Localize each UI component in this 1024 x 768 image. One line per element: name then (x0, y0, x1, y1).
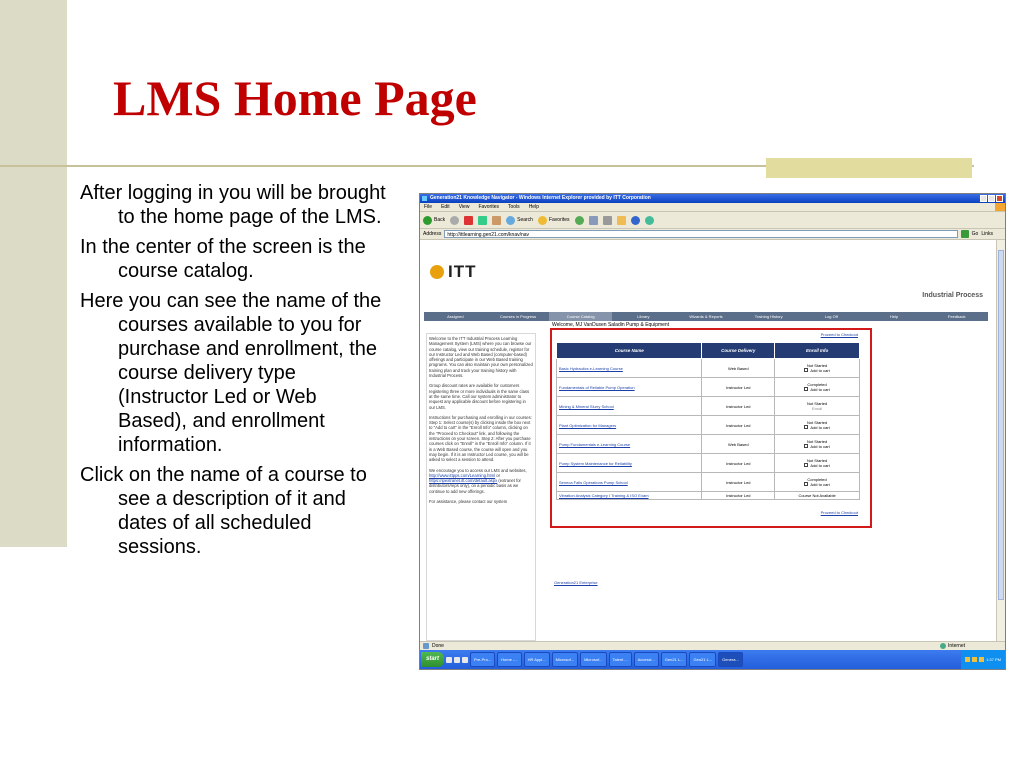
go-button[interactable]: Go (971, 231, 979, 237)
browser-screenshot (419, 193, 1006, 670)
itt-logo (430, 262, 477, 282)
table-row (557, 473, 860, 492)
add-to-cart-checkbox[interactable] (804, 425, 808, 429)
folder-button[interactable] (617, 216, 626, 225)
bullet: In the center of the screen is the course catalog. (80, 236, 366, 282)
menu-help[interactable]: Help (528, 204, 539, 210)
table-row (557, 378, 860, 397)
start-button[interactable]: start (421, 652, 444, 667)
nav-assigned[interactable]: Assigned (447, 314, 464, 319)
add-to-cart-checkbox[interactable] (804, 387, 808, 391)
itt-engineered-blocks-icon (430, 265, 444, 279)
search-button[interactable] (506, 216, 533, 225)
zone-indicator (940, 643, 965, 649)
course-link[interactable]: Pump System Maintenance for Reliability (557, 454, 702, 473)
home-icon (492, 216, 501, 225)
bluetooth-button[interactable] (631, 216, 640, 225)
nav-course-catalog[interactable]: Course Catalog (549, 312, 612, 321)
nav-log-off[interactable]: Log Off (824, 314, 838, 319)
nav-feedback[interactable]: Feedback (947, 314, 966, 319)
tray-icon[interactable] (965, 657, 970, 662)
search-icon (506, 216, 515, 225)
slide-left-accent-bar (0, 0, 67, 547)
taskbar-item[interactable]: Microsof... (552, 652, 578, 667)
favorites-label: Favorites (548, 217, 570, 223)
course-link[interactable]: Vibration Analysis Category I Training & ISO Exam (557, 492, 702, 500)
scrollbar-thumb[interactable] (998, 250, 1004, 600)
messenger-icon (645, 216, 654, 225)
forward-button[interactable] (450, 216, 459, 225)
back-button[interactable] (423, 216, 445, 225)
course-link[interactable]: Plant Optimization for Managers (557, 416, 702, 435)
add-to-cart-label: Add to cart (810, 424, 830, 430)
search-label: Search (517, 217, 533, 223)
browser-toolbar (420, 212, 1005, 229)
course-delivery: Instructor Led (702, 473, 775, 492)
taskbar-item[interactable]: Pre-Pro... (470, 652, 495, 667)
stop-icon (464, 216, 473, 225)
tray-icon[interactable] (979, 657, 984, 662)
add-to-cart[interactable] (804, 368, 829, 373)
window-controls (980, 195, 1003, 202)
quick-launch-icon[interactable] (462, 657, 468, 663)
extranet-link[interactable]: https://ipextranet.itt.com/default.aspx (429, 478, 498, 484)
bluetooth-icon (631, 216, 640, 225)
intro-text: We encourage you to access our LMS and websites, (429, 467, 527, 473)
minimize-icon[interactable] (980, 195, 987, 202)
taskbar-item[interactable]: Gen21 L... (661, 652, 688, 667)
add-to-cart-checkbox[interactable] (804, 444, 808, 448)
course-delivery: Instructor Led (702, 416, 775, 435)
enroll-status: Not Started (806, 419, 828, 425)
enroll-info (775, 416, 860, 435)
quick-launch-icon[interactable] (446, 657, 452, 663)
table-row (557, 492, 860, 500)
bullet: After logging in you will be brought to the home page of the LMS. (80, 182, 386, 228)
star-icon (538, 216, 547, 225)
nav-library[interactable]: Library (637, 314, 650, 319)
intro-or: or (496, 472, 501, 478)
add-to-cart[interactable] (804, 425, 829, 430)
enroll-info (775, 473, 860, 492)
proceed-to-checkout-link-top[interactable]: Proceed to Checkout (820, 332, 858, 337)
intro-paragraph: Group discount rates are available for customers registering three or more individuals in the same class at the same time. Call our system administrator to request any applicable discount before registering in our LMS. (429, 383, 530, 410)
add-to-cart-checkbox[interactable] (804, 482, 808, 486)
course-link[interactable]: Pump Fundamentals e-Learning Course (557, 435, 702, 454)
course-delivery: Instructor Led (702, 454, 775, 473)
course-table (556, 342, 860, 500)
back-arrow-icon (423, 216, 432, 225)
course-link[interactable]: Mining & Mineral Slurry School (557, 397, 702, 416)
nav-courses-in-progress[interactable]: Courses in Progress (499, 314, 537, 319)
home-button[interactable] (492, 216, 501, 225)
taskbar-item[interactable]: Microsof... (580, 652, 606, 667)
course-link[interactable]: Basic Hydraulics e-Learning Course (557, 359, 702, 378)
clock: 1:37 PM (986, 657, 1001, 662)
add-to-cart-label: Add to cart (810, 481, 830, 487)
menu-favorites[interactable]: Favorites (478, 204, 499, 210)
course-delivery: Instructor Led (702, 492, 775, 500)
enroll-status: Completed (807, 476, 827, 482)
intro-text: (extranet for distributors/reps only), on a periodic basis as we continue to add new offerings. (429, 478, 521, 494)
enroll-info (775, 359, 860, 378)
course-link[interactable]: Seneca Falls Operations Pump School (557, 473, 702, 492)
learning-link[interactable]: http://www.ittpps.com/Learning.html (429, 472, 496, 478)
column-header-course-name[interactable]: Course Name (557, 343, 702, 359)
intro-paragraph: Welcome to the ITT Industrial Process Learning Management System (LMS) where you can browse our course catalog, view our training schedule, register for our Instructor Led and Web Based (computer-based) offerings and participate in our Web Based training programs. You can also maintain your own personalized training plan and track your training history with Industrial Process. (429, 336, 533, 379)
history-button[interactable] (575, 216, 584, 225)
enroll-status: Completed (807, 381, 827, 387)
print-icon (603, 216, 612, 225)
status-text: Done (432, 643, 444, 649)
intro-panel (426, 333, 536, 641)
browser-title-bar (420, 194, 1005, 203)
ie-icon (422, 196, 427, 201)
address-bar (420, 229, 1005, 240)
enroll-link[interactable]: Enroll (811, 406, 823, 411)
back-label: Back (434, 217, 446, 223)
course-delivery: Instructor Led (702, 397, 775, 416)
taskbar-item[interactable]: Home -... (497, 652, 521, 667)
taskbar-item[interactable]: HR Appl... (524, 652, 550, 667)
add-to-cart[interactable] (804, 463, 829, 468)
page-viewport (420, 240, 997, 641)
mail-icon (589, 216, 598, 225)
slide-title: LMS Home Page (113, 70, 477, 126)
taskbar (420, 650, 1005, 669)
zone-label: Internet (948, 643, 965, 649)
column-header-enroll-info: Enroll Info (775, 343, 860, 359)
table-row (557, 435, 860, 454)
go-arrow-icon[interactable] (961, 230, 969, 238)
vertical-scrollbar[interactable] (996, 240, 1005, 641)
add-to-cart-checkbox[interactable] (804, 463, 808, 467)
history-icon (575, 216, 584, 225)
add-to-cart-label: Add to cart (810, 367, 830, 373)
add-to-cart[interactable] (804, 444, 829, 449)
maximize-icon[interactable] (988, 195, 995, 202)
enroll-info (775, 378, 860, 397)
table-row (557, 416, 860, 435)
main-nav (424, 312, 988, 321)
add-to-cart-label: Add to cart (810, 443, 830, 449)
course-catalog-panel (550, 328, 872, 528)
taskbar-item[interactable]: Accessi... (634, 652, 659, 667)
windows-flag-icon (995, 203, 1005, 211)
intro-paragraph: Instructions for purchasing and enrolling in our courses: Step 1: Select course(s) by clicking inside the box next to "Add to cart" in the "Enroll Info" column, clicking on the "Proceed to Checkout" link, and following the instructions on your screen. Step 2: After you purchase courses click on "Enroll" in the "Enroll Info" column. If it is a Web Based course, the course will open and you may begin. If it is an Instructor Led course, you will be asked to select a session to attend. (429, 414, 532, 463)
table-row (557, 359, 860, 378)
taskbar-item-active[interactable]: Genera... (718, 652, 743, 667)
globe-icon (940, 643, 946, 649)
taskbar-item[interactable]: Talent ... (609, 652, 632, 667)
table-row (557, 397, 860, 416)
column-header-course-delivery[interactable]: Course Delivery (702, 343, 775, 359)
links-button[interactable]: Links (981, 231, 993, 237)
org-name: Industrial Process (922, 292, 983, 299)
bullet: Here you can see the name of the courses available to you for purchase and enrollment, the course delivery type (Instructor Led or Web Based), and enrollment information. (80, 290, 382, 456)
bullet: Click on the name of a course to see a description of it and dates of all scheduled sessions. (80, 464, 367, 558)
page-icon (423, 643, 429, 649)
course-link[interactable]: Fundamentals of Reliable Pump Operation (557, 378, 702, 397)
menu-tools[interactable]: Tools (508, 204, 520, 210)
refresh-button[interactable] (478, 216, 487, 225)
system-tray (961, 650, 1005, 669)
enroll-status: Not Started (806, 362, 828, 368)
enroll-status: Not Started (806, 401, 828, 406)
intro-paragraph (429, 468, 533, 494)
menu-file[interactable]: File (424, 204, 433, 210)
tray-icon[interactable] (972, 657, 977, 662)
course-delivery: Web Based (702, 435, 775, 454)
menu-edit[interactable]: Edit (441, 204, 450, 210)
close-icon[interactable] (996, 195, 1003, 202)
menu-view[interactable]: View (458, 204, 470, 210)
enroll-info (775, 454, 860, 473)
table-row (557, 454, 860, 473)
logo-text: ITT (448, 262, 477, 281)
enroll-info (775, 435, 860, 454)
intro-paragraph: For assistance, please contact our system (429, 499, 508, 505)
quick-launch-icon[interactable] (454, 657, 460, 663)
messenger-button[interactable] (645, 216, 654, 225)
enroll-status: Not Started (806, 438, 828, 444)
welcome-message: Welcome, MJ VanDusen Saladin Pump & Equipment (552, 322, 670, 328)
stop-button[interactable] (464, 216, 473, 225)
nav-wizards-reports[interactable]: Wizards & Reports (689, 314, 723, 319)
nav-training-history[interactable]: Training History (754, 314, 783, 319)
forward-arrow-icon (450, 216, 459, 225)
print-button[interactable] (603, 216, 612, 225)
refresh-icon (478, 216, 487, 225)
generation21-enterprise-link[interactable]: Generation21 Enterprise (554, 580, 598, 585)
title-divider-accent (766, 158, 972, 178)
status-bar (420, 641, 1005, 650)
enroll-info (775, 397, 860, 416)
slide-bullets (80, 181, 390, 565)
favorites-button[interactable] (538, 216, 570, 225)
add-to-cart[interactable] (804, 387, 829, 392)
address-label: Address (423, 231, 442, 237)
add-to-cart-checkbox[interactable] (804, 368, 808, 372)
course-delivery: Instructor Led (702, 378, 775, 397)
window-title: Generation21 Knowledge Navigator - Windows Internet Explorer provided by ITT Corporation (430, 195, 651, 201)
proceed-to-checkout-link-bottom[interactable]: Proceed to Checkout (820, 510, 858, 515)
folder-icon (617, 216, 626, 225)
taskbar-item[interactable]: Gen21 L... (689, 652, 716, 667)
menu-bar (420, 203, 1005, 212)
course-delivery: Web Based (702, 359, 775, 378)
mail-button[interactable] (589, 216, 598, 225)
enroll-status: Course Not Available (775, 492, 860, 500)
nav-help[interactable]: Help (889, 314, 899, 319)
add-to-cart-label: Add to cart (810, 386, 830, 392)
add-to-cart-label: Add to cart (810, 462, 830, 468)
add-to-cart[interactable] (804, 482, 829, 487)
enroll-status: Not Started (806, 457, 828, 463)
url-input[interactable]: http://ittlearning.gen21.com/knav/nav (444, 230, 957, 238)
